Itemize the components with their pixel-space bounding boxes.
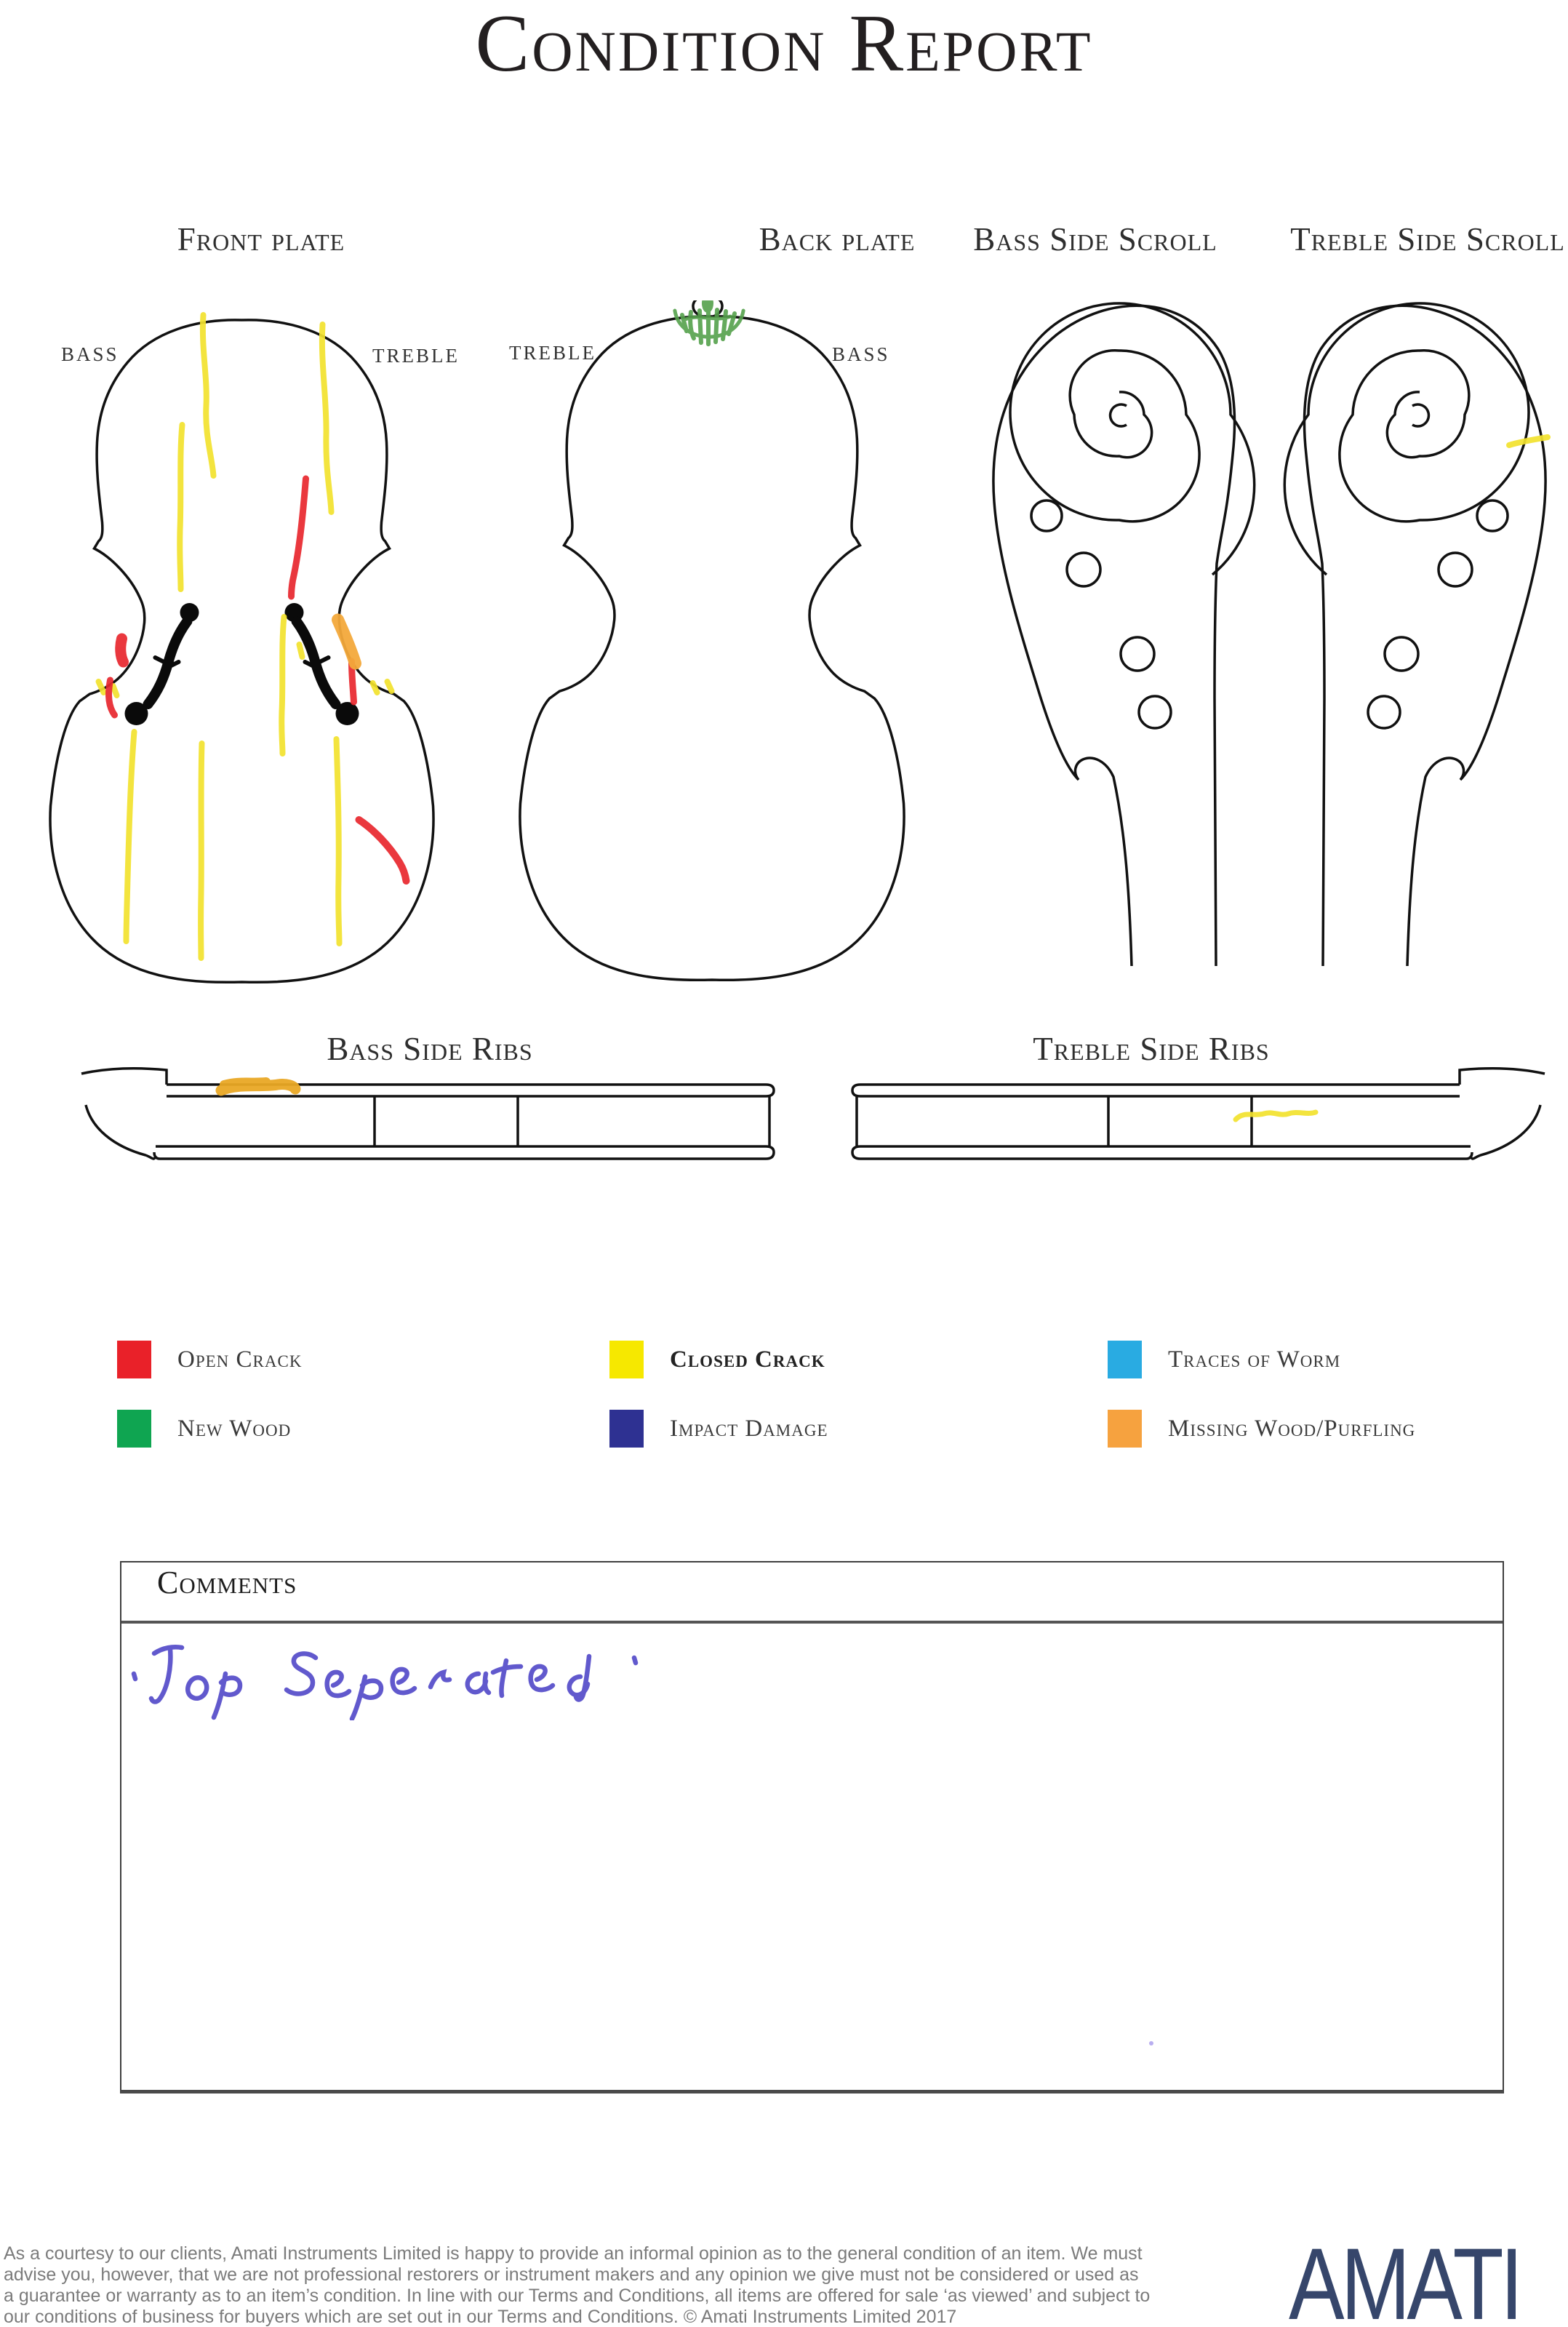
heading-back-plate: Back plate: [759, 221, 916, 258]
missing-wood-mark: [221, 1082, 295, 1090]
footer-line: advise you, however, that we are not professional restorers or instrument makers and any opinion we give must not be considered or used as: [4, 2264, 1139, 2285]
legend-label: New Wood: [177, 1415, 292, 1442]
legend-item-missing-wood: [1108, 1410, 1415, 1448]
scroll-eye: [1412, 404, 1428, 426]
rib-bottom-band: [154, 1146, 774, 1159]
amati-logo: AMATI: [1289, 2227, 1520, 2327]
traces-of-worm-swatch: [1108, 1341, 1142, 1378]
legend-label: Impact Damage: [670, 1415, 828, 1442]
legend-label: Closed Crack: [670, 1346, 825, 1373]
rib-bottom-band: [852, 1146, 1472, 1159]
legend-item-impact-damage: [609, 1410, 828, 1448]
neck-profile: [81, 1069, 167, 1085]
comments-divider: [121, 1621, 1503, 1624]
open-crack-swatch: [117, 1341, 151, 1378]
treble-ribs-diagram: [835, 1058, 1548, 1197]
footer-line: our conditions of business for buyers which are set out in our Terms and Conditions. © Amati Instruments Limited 2017: [4, 2307, 957, 2327]
peg-hole: [1121, 637, 1154, 671]
new-wood-swatch: [117, 1410, 151, 1448]
bass-ribs-diagram: [79, 1058, 791, 1197]
heel-profile: [1471, 1105, 1540, 1159]
scroll-outline: [993, 306, 1235, 966]
footer-line: As a courtesy to our clients, Amati Instruments Limited is happy to provide an informal opinion as to the general condition of an item. We must: [4, 2243, 1143, 2264]
peg-hole: [1439, 553, 1472, 586]
legend-item-new-wood: [117, 1410, 291, 1448]
front-plate-bass-label: BASS: [61, 343, 119, 365]
front-plate-treble-label: TREBLE: [372, 345, 460, 367]
scroll-eye: [1111, 404, 1127, 426]
legend-label: Missing Wood/Purfling: [1168, 1415, 1416, 1442]
peg-hole: [1067, 553, 1100, 586]
peg-hole: [1385, 637, 1418, 671]
peg-hole: [1139, 696, 1171, 728]
legend-item-traces-of-worm: [1108, 1341, 1340, 1378]
closed-crack-mark: [1236, 1112, 1316, 1119]
heading-front-plate: Front plate: [177, 221, 345, 258]
missing-wood-swatch: [1108, 1410, 1142, 1448]
rib-dividers: [857, 1096, 1252, 1146]
heading-bass-scroll: Bass Side Scroll: [973, 221, 1217, 258]
back-plate-bass-label: BASS: [832, 343, 890, 365]
comments-heading: Comments: [157, 1565, 297, 1600]
ink-speck: [1149, 2041, 1153, 2045]
heel-profile: [86, 1105, 156, 1159]
peg-hole: [1368, 696, 1400, 728]
treble-scroll-diagram: [1277, 291, 1568, 989]
bass-scroll-diagram: [971, 291, 1262, 989]
front-plate-outline: [50, 320, 433, 982]
legend-label: Open Crack: [177, 1346, 303, 1373]
legend-item-open-crack: [117, 1341, 302, 1378]
back-plate-outline: [520, 316, 904, 980]
back-plate-treble-label: TREBLE: [509, 342, 596, 364]
scroll-outline: [1304, 306, 1545, 966]
rib-top-band: [852, 1085, 1460, 1096]
peg-hole: [1031, 500, 1062, 531]
peg-hole: [1477, 500, 1508, 531]
heading-treble-ribs: Treble Side Ribs: [1033, 1031, 1270, 1067]
heading-treble-scroll: Treble Side Scroll: [1290, 221, 1565, 258]
page-title: Condition Report: [475, 0, 1093, 89]
neck-profile: [1460, 1069, 1545, 1085]
handwritten-note: [125, 1626, 692, 1720]
legend-item-closed-crack: [609, 1341, 825, 1378]
footer-disclaimer: [4, 2243, 1291, 2327]
back-plate-diagram: [502, 300, 922, 993]
impact-damage-swatch: [609, 1410, 644, 1448]
front-plate-diagram: [33, 304, 451, 995]
rib-dividers: [375, 1096, 769, 1146]
legend-label: Traces of Worm: [1168, 1346, 1341, 1373]
footer-line: a guarantee or warranty as to an item’s condition. In line with our Terms and Conditions, all items are offered for sale ‘as viewed’ and subject to: [4, 2286, 1151, 2306]
closed-crack-swatch: [609, 1341, 644, 1378]
heading-bass-ribs: Bass Side Ribs: [327, 1031, 533, 1067]
